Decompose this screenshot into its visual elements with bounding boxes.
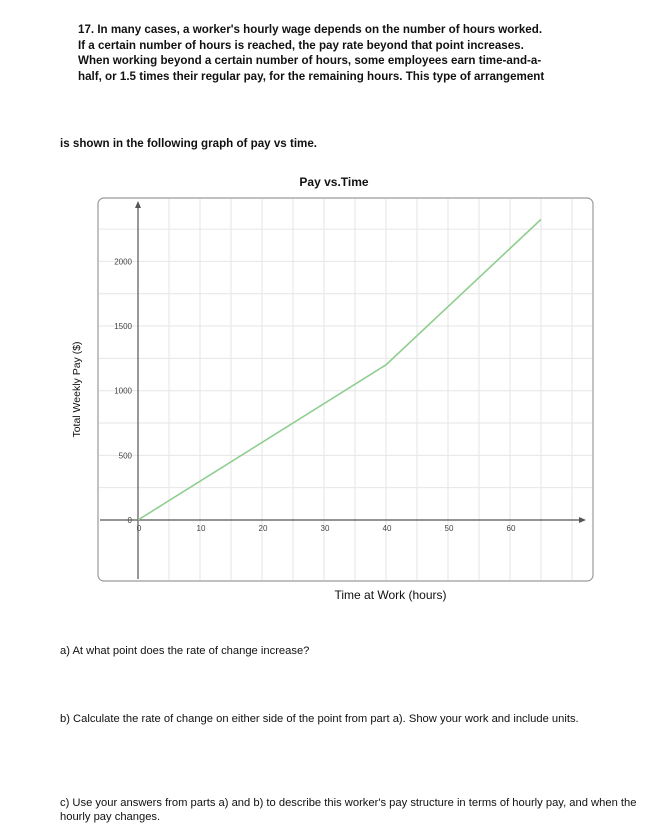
x-tick-label: 10 bbox=[196, 524, 206, 533]
intro-line-3: When working beyond a certain number of hours, some employees earn time-and-a- bbox=[78, 54, 542, 67]
question-b: b) Calculate the rate of change on either side of the point from part a). Show your work and include units. bbox=[60, 713, 579, 725]
intro-continuation: is shown in the following graph of pay vs time. bbox=[60, 137, 318, 150]
x-tick-label: 20 bbox=[258, 524, 268, 533]
y-tick-label: 0 bbox=[127, 516, 132, 525]
x-tick-label: 60 bbox=[506, 524, 516, 533]
problem-intro bbox=[78, 22, 653, 84]
question-c: c) Use your answers from parts a) and b) to describe this worker's pay structure in terms of hourly pay, and when the hourly pay changes. bbox=[60, 797, 637, 823]
question-a: a) At what point does the rate of change increase? bbox=[60, 645, 310, 657]
y-tick-label: 2000 bbox=[114, 257, 132, 267]
y-tick-label: 1000 bbox=[114, 386, 132, 396]
pay-vs-time-chart bbox=[60, 190, 605, 620]
y-tick-label: 1500 bbox=[114, 322, 132, 332]
x-tick-label: 50 bbox=[444, 524, 454, 533]
chart-title: Pay vs.Time bbox=[299, 175, 369, 189]
intro-line-1: 17. In many cases, a worker's hourly wage depends on the number of hours worked. bbox=[78, 23, 543, 36]
intro-line-2: If a certain number of hours is reached, the pay rate beyond that point increases. bbox=[78, 38, 524, 52]
x-tick-label: 40 bbox=[382, 524, 392, 533]
y-tick-label: 500 bbox=[118, 451, 132, 461]
x-tick-label: 30 bbox=[320, 524, 330, 533]
intro-line-4: half, or 1.5 times their regular pay, for the remaining hours. This type of arrangement bbox=[78, 69, 545, 83]
y-axis-label: Total Weekly Pay ($) bbox=[71, 341, 83, 438]
x-tick-label: 0 bbox=[136, 524, 142, 533]
x-axis-label: Time at Work (hours) bbox=[334, 588, 447, 602]
